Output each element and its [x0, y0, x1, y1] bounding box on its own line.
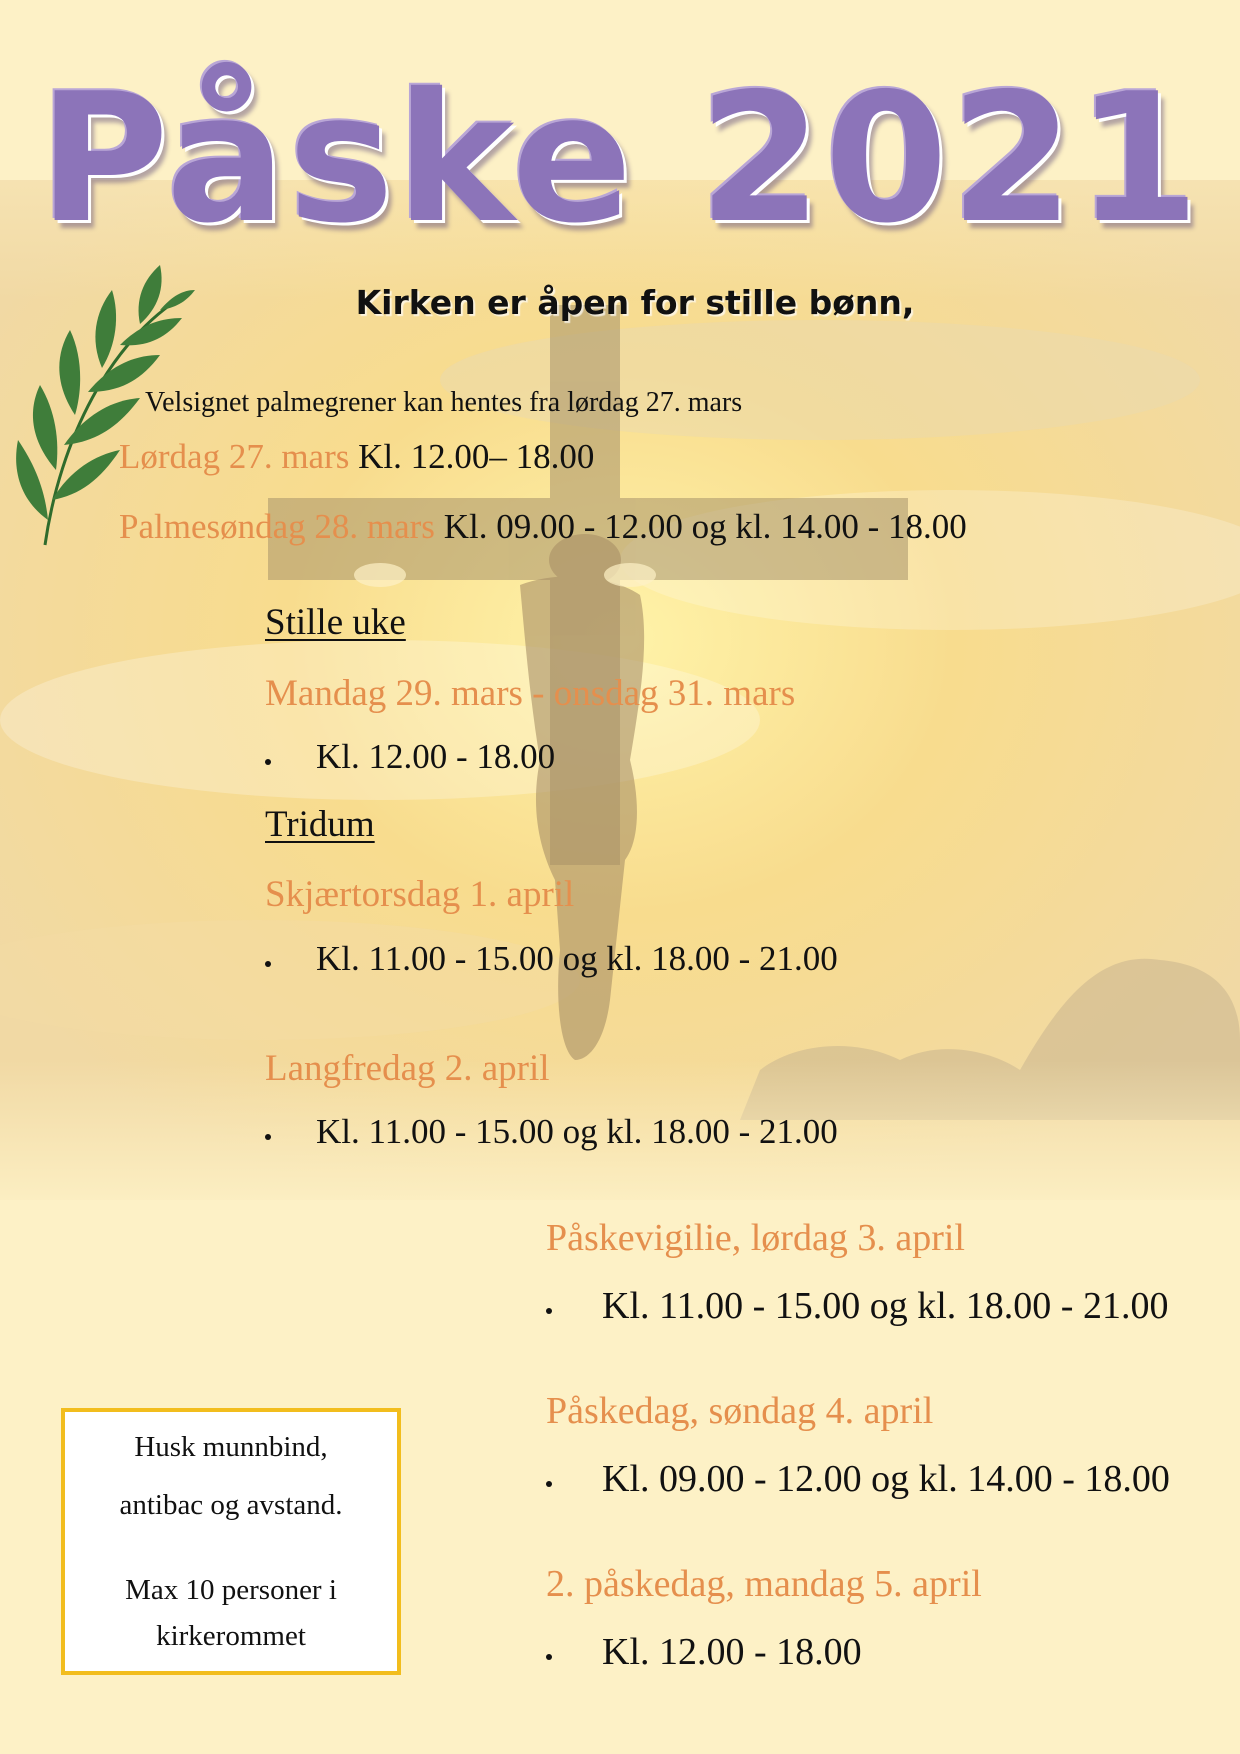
good-friday-time-text: Kl. 11.00 - 15.00 og kl. 18.00 - 21.00 [316, 1112, 838, 1151]
maundy-thursday-time-text: Kl. 11.00 - 15.00 og kl. 18.00 - 21.00 [316, 939, 838, 978]
saturday-time: Kl. 12.00– 18.00 [358, 437, 595, 476]
easter-monday-time [546, 1630, 862, 1674]
notice-line-4: kirkerommet [156, 1620, 306, 1652]
saturday-day: Lørdag 27. mars [119, 437, 350, 476]
palm-sunday-row [119, 507, 967, 547]
subtitle: Kirken er åpen for stille bønn, [355, 283, 915, 322]
good-friday-day: Langfredag 2. april [265, 1048, 550, 1089]
notice-line-2: antibac og avstand. [119, 1489, 343, 1521]
maundy-thursday-time [265, 939, 838, 979]
easter-sunday-time-text: Kl. 09.00 - 12.00 og kl. 14.00 - 18.00 [602, 1458, 1170, 1500]
bullet-icon [546, 1654, 552, 1660]
easter-monday-day: 2. påskedag, mandag 5. april [546, 1563, 982, 1605]
easter-vigil-time-text: Kl. 11.00 - 15.00 og kl. 18.00 - 21.00 [602, 1285, 1169, 1327]
notice-line-3: Max 10 personer i [125, 1574, 337, 1606]
bullet-icon [265, 759, 271, 765]
easter-sunday-day: Påskedag, søndag 4. april [546, 1390, 934, 1432]
bullet-icon [265, 1134, 271, 1140]
easter-vigil-time [546, 1284, 1168, 1328]
easter-monday-time-text: Kl. 12.00 - 18.00 [602, 1631, 862, 1673]
maundy-thursday-day: Skjærtorsdag 1. april [265, 874, 575, 915]
page-title: Påske 2021 [38, 55, 1202, 262]
safety-notice-box [61, 1408, 401, 1675]
easter-sunday-time [546, 1457, 1170, 1501]
triduum-heading: Tridum [265, 804, 375, 845]
easter-vigil-day: Påskevigilie, lørdag 3. april [546, 1217, 965, 1259]
bullet-icon [546, 1481, 552, 1487]
holy-week-time-text: Kl. 12.00 - 18.00 [316, 737, 556, 776]
saturday-row [119, 437, 594, 477]
notice-line-1: Husk munnbind, [134, 1431, 328, 1463]
good-friday-time [265, 1112, 838, 1152]
holy-week-time [265, 737, 555, 777]
palm-note: Velsignet palmegrener kan hentes fra lørdag 27. mars [145, 387, 743, 418]
holy-week-range: Mandag 29. mars - onsdag 31. mars [265, 673, 796, 714]
holy-week-heading: Stille uke [265, 602, 406, 643]
palm-sunday-day: Palmesøndag 28. mars [119, 507, 435, 546]
palm-sunday-time: Kl. 09.00 - 12.00 og kl. 14.00 - 18.00 [443, 507, 967, 546]
bullet-icon [265, 961, 271, 967]
bullet-icon [546, 1308, 552, 1314]
